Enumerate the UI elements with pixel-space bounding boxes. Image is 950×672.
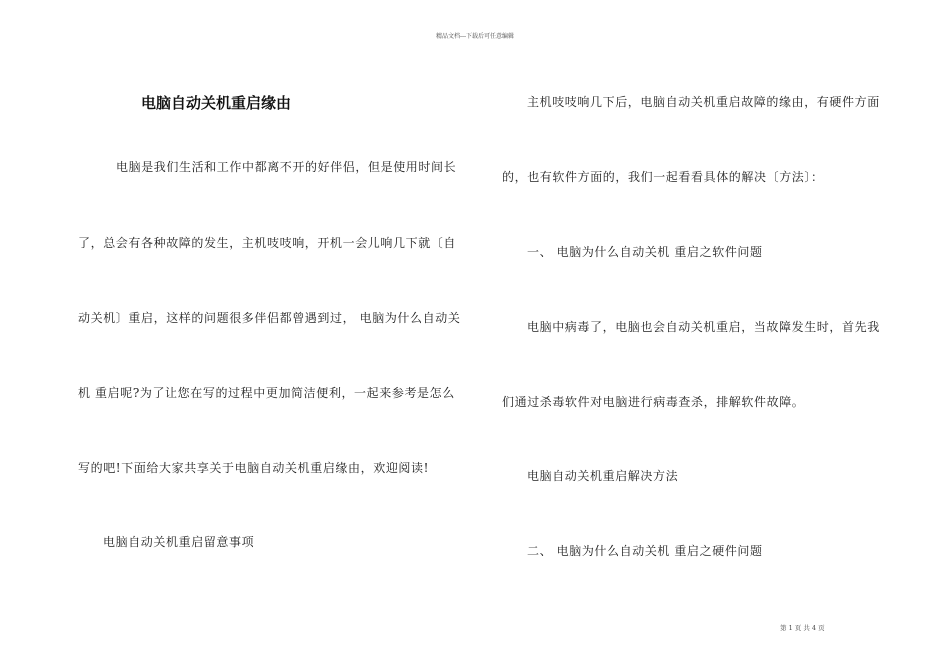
right-text-line: 电脑中病毒了，电脑也会自动关机重启，当故障发生时，首先我 [527, 320, 880, 334]
right-text-line: 主机吱吱响几下后，电脑自动关机重启故障的缘由，有硬件方面 [527, 95, 880, 109]
section-heading: 电脑自动关机重启解决方法 [527, 469, 679, 483]
section-heading: 电脑自动关机重启留意事项 [103, 535, 255, 549]
left-text-line: 机 重启呢?为了让您在写的过程中更加简洁便利，一起来参考是怎么 [78, 386, 455, 400]
document-title: 电脑自动关机重启缘由 [140, 94, 291, 112]
right-text-line: 们通过杀毒软件对电脑进行病毒查杀，排解软件故障。 [502, 395, 805, 409]
left-text-line: 写的吧!下面给大家共享关于电脑自动关机重启缘由，欢迎阅读! [78, 461, 430, 475]
section-heading: 一、 电脑为什么自动关机 重启之软件问题 [527, 245, 763, 259]
left-text-line: 电脑是我们生活和工作中都离不开的好伴侣，但是使用时间长 [116, 160, 457, 174]
right-text-line: 的，也有软件方面的，我们一起看看具体的解决〔方法〕： [502, 170, 824, 184]
page-number: 第 1 页 共 4 页 [780, 624, 825, 632]
page-header-note: 精品文档---下载后可任意编辑 [435, 33, 515, 40]
section-heading: 二、 电脑为什么自动关机 重启之硬件问题 [527, 544, 763, 558]
left-text-line: 了，总会有各种故障的发生，主机吱吱响，开机一会儿响几下就〔自 [78, 236, 457, 250]
left-text-line: 动关机〕重启，这样的问题很多伴侣都曾遇到过， 电脑为什么自动关 [78, 311, 461, 325]
